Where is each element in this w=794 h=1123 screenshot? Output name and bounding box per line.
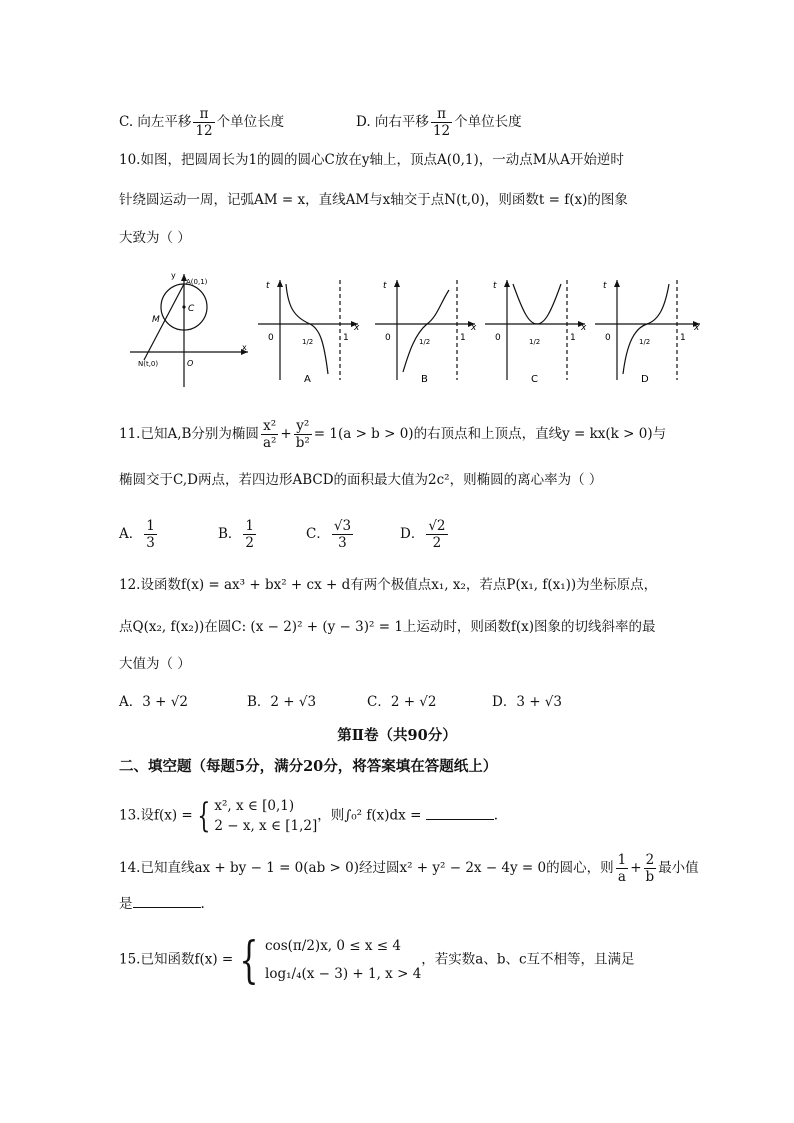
q13-cases bbox=[214, 796, 317, 836]
q15-prefix: 15.已知函数f(x) = bbox=[119, 951, 234, 968]
q10-diagram-label-x: x bbox=[242, 343, 247, 352]
q10-panel-b-label-0: 0 bbox=[385, 333, 391, 343]
q10-panel-b-label-x: x bbox=[471, 323, 477, 333]
q9-option-d-denominator: 12 bbox=[432, 123, 451, 139]
q10-panel-a-label-1: 1 bbox=[343, 333, 349, 343]
q14-prefix: 14.已知直线ax + by − 1 = 0(ab > 0)经过圆x² + y² − 2x − 4y = 0的圆心，则 bbox=[119, 860, 614, 876]
q10-panel-a-label-half: 1/2 bbox=[302, 338, 314, 346]
q11-option-a-prefix: A． bbox=[119, 526, 143, 542]
q10-panel-b-t-arrow bbox=[394, 280, 400, 287]
q10-panel-a-curve bbox=[286, 284, 328, 374]
q10-panel-d-caption: D bbox=[641, 374, 649, 385]
q12-option-c: C．2 + √2 bbox=[367, 694, 437, 710]
q10-panel-a bbox=[258, 280, 360, 385]
q10-panel-a-label-0: 0 bbox=[268, 333, 274, 343]
q10-panel-d-curve bbox=[623, 284, 669, 374]
q10-diagram-label-c: C bbox=[188, 304, 195, 314]
q10-panel-c-label-t: t bbox=[493, 281, 497, 291]
q10-line-2: 针绕圆运动一周，记弧AM = x，直线AM与x轴交于点N(t,0)，则函数t = f(x)的图象 bbox=[119, 192, 628, 208]
q9-option-d-suffix: 个单位长度 bbox=[454, 114, 522, 130]
q9-option-c bbox=[119, 106, 284, 139]
q12-line-1: 12.设函数f(x) = ax³ + bx² + cx + d有两个极值点x₁, x₂，若点P(x₁, f(x₁))为坐标原点， bbox=[119, 577, 658, 593]
q10-panel-a-label-t: t bbox=[266, 281, 270, 291]
q10-panel-c-label-x: x bbox=[581, 323, 587, 333]
section-2-heading: 二、填空题（每题5分，满分20分，将答案填在答题纸上） bbox=[119, 758, 498, 775]
q11-option-c-fraction bbox=[332, 518, 353, 551]
q13-line bbox=[119, 796, 498, 836]
q10-panel-a-label-x: x bbox=[354, 323, 360, 333]
q11-option-b-prefix: B． bbox=[218, 526, 242, 542]
q11-line-2: 椭圆交于C,D两点，若四边形ABCD的面积最大值为2c²，则椭圆的离心率为（ ） bbox=[119, 472, 603, 488]
q9-option-d-prefix: D. 向右平移 bbox=[356, 114, 429, 130]
q12-option-a: A．3 + √2 bbox=[119, 694, 188, 710]
q10-panel-d-label-1: 1 bbox=[680, 333, 686, 343]
q11-option-d-num: √2 bbox=[428, 518, 446, 534]
q13-case-1: x², x ∈ [0,1) bbox=[214, 798, 295, 814]
q10-panel-d bbox=[595, 280, 700, 385]
q10-circle-diagram bbox=[130, 274, 248, 387]
q14-line-2-text: 是 bbox=[119, 896, 133, 912]
q14-line-2 bbox=[119, 893, 205, 914]
q9-option-c-prefix: C. 向左平移 bbox=[119, 114, 192, 130]
q11-option-a bbox=[119, 518, 159, 551]
q9-option-c-numerator: π bbox=[193, 106, 214, 123]
q14-fraction-1-den: a bbox=[617, 869, 626, 885]
q9-option-c-fraction bbox=[193, 106, 214, 139]
q11-prefix: 11.已知A,B分别为椭圆 bbox=[119, 426, 259, 442]
q12-option-d: D．3 + √3 bbox=[492, 694, 562, 710]
q10-panel-d-label-half: 1/2 bbox=[639, 338, 651, 346]
q14-suffix: 最小值 bbox=[658, 860, 699, 876]
q12-line-3: 大值为（ ） bbox=[119, 656, 191, 672]
q11-option-a-fraction bbox=[144, 518, 157, 551]
q9-option-d-fraction bbox=[431, 106, 452, 139]
q11-option-c bbox=[306, 518, 355, 551]
q10-diagram-center-point bbox=[182, 305, 185, 308]
q10-figure bbox=[130, 262, 710, 392]
q11-fraction-y-den: b² bbox=[295, 435, 310, 451]
q14-end: . bbox=[200, 896, 205, 912]
q14-fraction-2-num: 2 bbox=[644, 852, 657, 869]
q11-option-a-num: 1 bbox=[146, 518, 155, 534]
q14-fraction-2 bbox=[644, 852, 657, 885]
q11-option-b-fraction bbox=[243, 518, 256, 551]
q9-option-d bbox=[356, 106, 522, 139]
q10-panel-b bbox=[375, 280, 477, 385]
q10-panel-c-caption: C bbox=[531, 374, 538, 385]
q10-diagram-label-a: A(0,1) bbox=[186, 278, 208, 286]
q11-option-c-num: √3 bbox=[333, 518, 352, 534]
q10-diagram-label-n: N(t,0) bbox=[138, 360, 159, 368]
q11-fraction-x bbox=[261, 418, 278, 451]
q15-cases bbox=[265, 932, 421, 988]
q9-option-c-suffix: 个单位长度 bbox=[216, 114, 285, 130]
q10-panel-b-label-1: 1 bbox=[460, 333, 466, 343]
q13-end: . bbox=[493, 807, 498, 824]
q15-line bbox=[119, 932, 635, 988]
q11-option-b bbox=[218, 518, 258, 551]
q11-option-d-den: 2 bbox=[432, 535, 442, 551]
q10-diagram-label-o: O bbox=[187, 359, 194, 368]
q14-fraction-1-num: 1 bbox=[617, 852, 627, 868]
q15-case-1: cos(π/2)x, 0 ≤ x ≤ 4 bbox=[265, 938, 401, 954]
q11-equation: = 1(a > b > 0)的右顶点和上顶点，直线y = kx(k > 0)与 bbox=[313, 426, 667, 442]
q11-option-d bbox=[400, 518, 450, 551]
q11-fraction-x-den: a² bbox=[262, 435, 277, 451]
q14-line-1 bbox=[119, 852, 699, 885]
q13-answer-blank[interactable] bbox=[426, 805, 494, 820]
q13-brace: { bbox=[197, 796, 211, 836]
q10-panel-c bbox=[485, 280, 587, 385]
q11-fraction-y bbox=[294, 418, 312, 451]
q13-integral: ，则∫₀² f(x)dx = bbox=[317, 807, 422, 824]
q10-panel-c-label-0: 0 bbox=[495, 333, 501, 343]
q10-diagram-label-y: y bbox=[171, 271, 176, 280]
q10-panel-c-label-half: 1/2 bbox=[529, 338, 541, 346]
q11-line-1: 11.已知A,B分别为椭圆 $\frac{\text{x²}}{\text{a²}}$ + $\frac{\text{y²}}{\text{b²}}$ = 1(a > b > 0)的右顶点和上顶点，直线y = kx(k > 0)与 bbox=[119, 418, 667, 451]
q13-case-2: 2 − x, x ∈ [1,2] bbox=[214, 818, 318, 834]
q11-option-c-den: 3 bbox=[338, 535, 347, 551]
q10-panel-c-curve bbox=[513, 284, 561, 324]
q10-panel-b-curve bbox=[403, 290, 449, 372]
q10-panel-b-caption: B bbox=[421, 374, 428, 385]
q10-panel-b-label-half: 1/2 bbox=[419, 338, 431, 346]
q10-panel-d-t-arrow bbox=[614, 280, 620, 287]
q10-panel-d-label-0: 0 bbox=[605, 333, 611, 343]
q9-option-d-numerator: π bbox=[431, 106, 452, 123]
q10-panel-a-caption: A bbox=[304, 374, 311, 385]
q9-option-c-denominator: 12 bbox=[195, 123, 213, 139]
q14-plus: + bbox=[630, 860, 642, 876]
q10-line-3: 大致为（ ） bbox=[119, 230, 191, 246]
section-2-title: 第Ⅱ卷（共90分） bbox=[337, 727, 457, 744]
q11-option-a-den: 3 bbox=[146, 535, 155, 551]
q11-option-d-prefix: D． bbox=[400, 526, 425, 542]
q12-option-b: B．2 + √3 bbox=[247, 694, 317, 710]
q14-answer-blank[interactable] bbox=[133, 893, 201, 908]
q10-panel-c-label-1: 1 bbox=[570, 333, 576, 343]
q12-line-2: 点Q(x₂, f(x₂))在圆C: (x − 2)² + (y − 3)² = 1上运动时，则函数f(x)图象的切线斜率的最 bbox=[119, 619, 656, 635]
q11-fraction-y-num: y² bbox=[294, 418, 312, 435]
q11-option-b-den: 2 bbox=[245, 535, 255, 551]
q11-option-b-num: 1 bbox=[245, 518, 255, 534]
q10-panel-c-t-arrow bbox=[504, 280, 510, 287]
q11-option-c-prefix: C． bbox=[306, 526, 330, 542]
q10-panel-d-label-t: t bbox=[603, 281, 607, 291]
q10-line-1: 10.如图，把圆周长为1的圆的圆心C放在y轴上，顶点A(0,1)，一动点M从A开始逆时 bbox=[119, 152, 624, 168]
q13-prefix: 13.设f(x) = bbox=[119, 807, 193, 824]
q14-fraction-1 bbox=[616, 852, 629, 885]
q15-suffix: ，若实数a、b、c互不相等，且满足 bbox=[421, 951, 635, 968]
q10-panel-b-label-t: t bbox=[383, 281, 387, 291]
q10-panel-a-t-arrow bbox=[277, 280, 283, 287]
q15-case-2: log₁/₄(x − 3) + 1, x > 4 bbox=[265, 966, 422, 982]
q11-fraction-x-num: x² bbox=[261, 418, 278, 435]
q14-fraction-2-den: b bbox=[645, 869, 655, 885]
q10-panel-d-label-x: x bbox=[694, 323, 700, 333]
q11-option-d-fraction bbox=[426, 518, 447, 551]
q15-brace: { bbox=[239, 931, 259, 989]
q10-diagram-label-m: M bbox=[152, 315, 160, 325]
